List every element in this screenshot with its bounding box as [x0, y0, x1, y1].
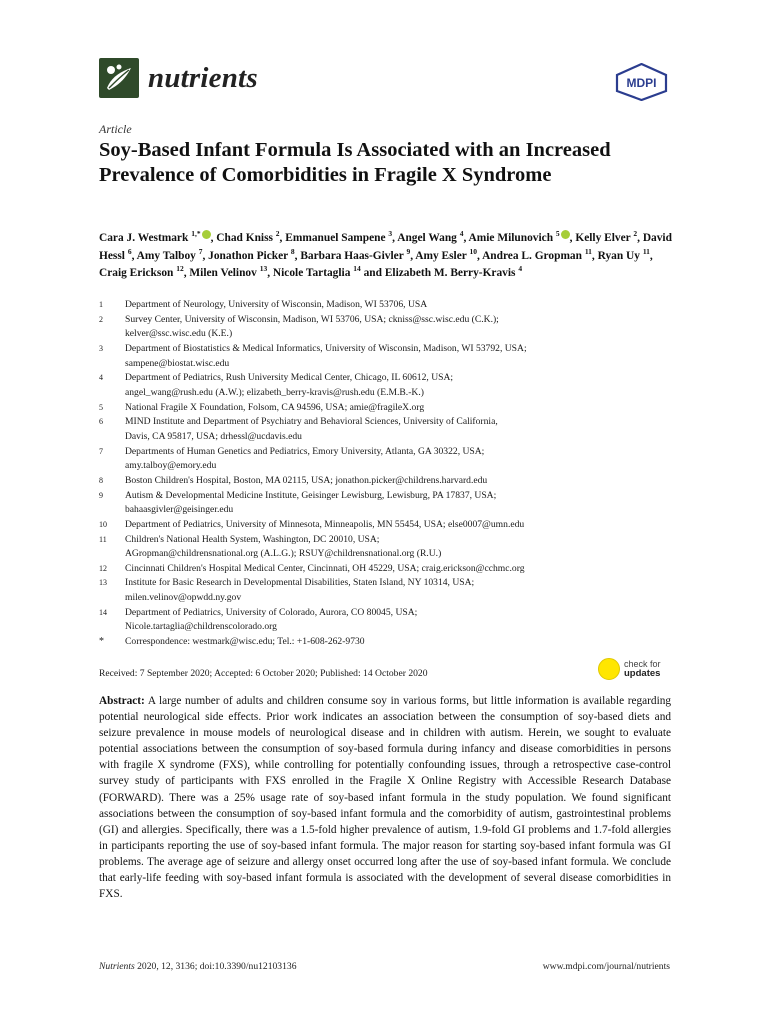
author-affiliation-number: 2: [275, 229, 280, 239]
author-name: Emmanuel Sampene: [285, 232, 386, 244]
affiliation-text: Boston Children's Hospital, Boston, MA 02115, USA; jonathon.picker@childrens.harvard.edu: [125, 474, 488, 486]
affiliation-text: sampene@biostat.wisc.edu: [125, 357, 230, 369]
affiliation-text: Department of Neurology, University of Wisconsin, Madison, WI 53706, USA: [125, 299, 428, 310]
author: [300, 246, 411, 262]
author: [384, 264, 523, 279]
author: [99, 264, 184, 279]
affiliation-number: 1: [99, 300, 103, 309]
affiliation-number: [99, 430, 125, 445]
affiliation-line: [99, 371, 679, 386]
affiliation-number: 9: [99, 490, 103, 500]
author: [397, 229, 464, 244]
author-name: Cara J. Westmark: [99, 232, 189, 244]
affiliation-number: [99, 459, 125, 474]
affiliation-text: Autism & Developmental Medicine Institute, Geisinger Lewisburg, Lewisburg, PA 17837, USA;: [125, 489, 497, 501]
author-name: Kelly Elver: [575, 232, 631, 244]
affiliation-text: Children's National Health System, Washington, DC 20010, USA;: [125, 533, 380, 545]
author-affiliation-number: 7: [198, 246, 203, 256]
affiliation-line: [99, 313, 679, 328]
footer-url[interactable]: www.mdpi.com/journal/nutrients: [542, 961, 670, 972]
article-type: Article: [99, 122, 132, 136]
author-name: Amy Talboy: [136, 249, 196, 262]
author-affiliation-number: 1,*: [191, 229, 201, 239]
author-affiliation-number: 10: [469, 246, 477, 256]
author-affiliation-number: 11: [584, 246, 592, 256]
author-affiliation-number: 5: [555, 229, 560, 239]
affiliation-number: 14: [99, 607, 107, 617]
author-list: Cara J. Westmark $^{1,*}$ , Chad Kniss $^2$, Emmanuel Sampene $^3$, Angel Wang $^4$, Amie Milunovich $^5$ , Kelly Elver $^2$, David Hessl $^6$, Amy Talboy $^7$, Jonathon Picker $^8$, Barbara Haas-Givler $^9$, Amy Esler $^{10}$, Andrea L. Gropman $^{11}$, Ryan Uy $^{11}$, Craig Erickson $^{12}$, Milen Velinov $^{13}$, Nicole Tartaglia $^{14}$ and Elizabeth M. Berry-Kravis $^4$: [99, 229, 672, 279]
affiliation-line: [99, 533, 679, 548]
affiliation-text: Department of Pediatrics, University of Minnesota, Minneapolis, MN 55454, USA; else0007@umn.edu: [125, 518, 525, 530]
author: [482, 246, 592, 262]
footer-journal: Nutrients: [99, 961, 135, 972]
abstract-label: Abstract:: [99, 695, 145, 707]
affiliation-number: 4: [99, 373, 103, 383]
author: [285, 229, 393, 244]
author: [597, 246, 650, 262]
affiliation-text: National Fragile X Foundation, Folsom, CA 94596, USA; amie@fragileX.org: [125, 401, 425, 413]
affiliation-number: [99, 503, 125, 518]
author-name: Jonathon Picker: [208, 249, 289, 262]
abstract: [99, 693, 671, 902]
affiliation-line: [99, 401, 679, 416]
affiliation-number: 2: [99, 314, 103, 324]
affiliation-number: 11: [99, 534, 107, 544]
author-name: Elizabeth M. Berry-Kravis: [384, 267, 516, 279]
author-name: Amy Esler: [415, 249, 467, 262]
author-affiliation-number: 11: [642, 246, 650, 256]
author-name: Ryan Uy: [597, 249, 640, 262]
author-affiliation-number: 12: [176, 264, 184, 274]
affiliation-text: Institute for Basic Research in Developmental Disabilities, Staten Island, NY 10314, USA;: [125, 577, 475, 589]
affiliation-text: Department of Pediatrics, University of Colorado, Aurora, CO 80045, USA;: [125, 606, 418, 618]
author-affiliation-number: 4: [459, 229, 464, 239]
affiliation-text: Cincinnati Children's Hospital Medical Center, Cincinnati, OH 45229, USA; craig.erickson@cchmc.org: [125, 562, 525, 574]
affiliation-line: [99, 415, 679, 430]
author-name: Milen Velinov: [189, 267, 257, 279]
affiliation-line: [99, 620, 679, 635]
affiliation-number: [99, 547, 125, 562]
check-updates-icon: [598, 658, 620, 680]
affiliation-line: [99, 547, 679, 562]
author: [208, 246, 295, 262]
affiliation-text: Survey Center, University of Wisconsin, Madison, WI 53706, USA; ckniss@ssc.wisc.edu (C.K.);: [125, 313, 499, 325]
author: [272, 264, 361, 279]
journal-name: nutrients: [148, 62, 258, 94]
author-affiliation-number: 6: [127, 246, 132, 256]
author-affiliation-number: 13: [259, 264, 268, 274]
affiliation-line: [99, 386, 679, 401]
author-name: Barbara Haas-Givler: [300, 249, 404, 262]
author: [99, 229, 211, 244]
check-updates-line2: updates: [624, 668, 661, 679]
author: [575, 229, 638, 244]
affiliation-line: [99, 518, 679, 533]
affiliation-text: Davis, CA 95817, USA; drhessl@ucdavis.edu: [125, 430, 302, 442]
affiliation-text: AGropman@childrensnational.org (A.L.G.); RSUY@childrensnational.org (R.U.): [125, 548, 442, 560]
received-dates: Received: 7 September 2020; Accepted: 6 October 2020; Published: 14 October 2020: [99, 668, 428, 679]
author-affiliation-number: 2: [633, 229, 638, 239]
affiliation-text: Departments of Human Genetics and Pediatrics, Emory University, Atlanta, GA 30322, USA;: [125, 445, 485, 457]
affiliations: [99, 298, 679, 650]
affiliation-text: milen.velinov@opwdd.ny.gov: [125, 592, 242, 604]
footer-citation-text: 2020, 12, 3136; doi:10.3390/nu12103136: [137, 961, 297, 972]
affiliation-line: [99, 298, 679, 313]
affiliation-line: [99, 576, 679, 591]
affiliation-text: MIND Institute and Department of Psychiatry and Behavioral Sciences, University of California,: [125, 416, 498, 428]
affiliation-line: [99, 459, 679, 474]
footer-citation: [99, 961, 297, 972]
author: [415, 246, 477, 262]
affiliation-line: [99, 357, 679, 372]
author-name: David Hessl: [99, 232, 672, 262]
author-name: Nicole Tartaglia: [272, 267, 351, 279]
affiliation-text: Department of Pediatrics, Rush University Medical Center, Chicago, IL 60612, USA;: [125, 372, 454, 384]
check-updates-line1: check for: [624, 659, 661, 669]
affiliation-line: [99, 474, 679, 489]
orcid-icon[interactable]: [202, 230, 211, 239]
affiliation-number: 7: [99, 446, 103, 456]
affiliation-line: [99, 606, 679, 621]
author-affiliation-number: 3: [388, 229, 393, 239]
affiliation-number: [99, 620, 125, 635]
author-name: Andrea L. Gropman: [482, 249, 582, 262]
mdpi-logo-text: MDPI: [626, 76, 657, 90]
affiliation-text: Correspondence: westmark@wisc.edu; Tel.: +1-608-262-9730: [125, 636, 365, 648]
affiliation-text: Nicole.tartaglia@childrenscolorado.org: [125, 621, 277, 633]
author: [216, 229, 280, 244]
affiliation-number: [99, 327, 125, 342]
affiliation-text: Department of Biostatistics & Medical Informatics, University of Wisconsin, Madison, WI 53792, USA;: [125, 342, 527, 354]
affiliation-number: [99, 591, 125, 606]
affiliation-line: [99, 327, 679, 342]
author-affiliation-number: 9: [406, 246, 411, 256]
affiliation-number: 3: [99, 343, 103, 353]
affiliation-number: *: [99, 636, 104, 648]
affiliation-text: kelver@ssc.wisc.edu (K.E.): [125, 328, 233, 340]
affiliation-number: 10: [99, 519, 107, 529]
author: [136, 246, 203, 262]
author-affiliation-number: 14: [353, 264, 361, 274]
mdpi-logo: [614, 63, 669, 101]
author-name: Craig Erickson: [99, 267, 174, 279]
affiliation-line: [99, 635, 679, 650]
author-affiliation-number: 4: [518, 264, 523, 274]
affiliation-line: [99, 445, 679, 460]
check-for-updates-badge[interactable]: [598, 657, 678, 683]
article-title: Soy-Based Infant Formula Is Associated with an Increased Prevalence of Comorbidities in Fragile X Syndrome: [99, 139, 611, 186]
affiliation-line: [99, 503, 679, 518]
affiliation-text: bahaasgivler@geisinger.edu: [125, 504, 234, 516]
affiliation-number: 13: [99, 578, 107, 588]
affiliation-number: 12: [99, 563, 107, 573]
affiliation-number: [99, 386, 125, 401]
orcid-icon[interactable]: [561, 230, 570, 239]
author-name: Amie Milunovich: [468, 232, 554, 244]
affiliation-text: amy.talboy@emory.edu: [125, 460, 217, 472]
affiliation-line: [99, 430, 679, 445]
abstract-text: A large number of adults and children consume soy in various forms, but little information is available regarding potential neurological side effects. Prior work indicates an association between the consumption of soy-based diets and seizure prevalence in mouse models of neurological disease and in children with autism. Herein, we sought to evaluate potential associations between the consumption of soy-based formula during infancy and disease comorbidities in persons with fragile X syndrome (FXS), while controlling for potentially confounding issues, through a retrospective case-control survey study of participants with FXS enrolled in the Fragile X Online Registry with Accessible Research Database (FORWARD). There was a 25% usage rate of soy-based infant formula in the study population. We found significant associations between the consumption of soy-based infant formula and the comorbidity of autism, gastrointestinal problems (GI) and allergies. Specifically, there was a 1.5-fold higher prevalence of autism, 1.9-fold GI problems and 1.7-fold allergies in participants reporting the use of soy-based infant formula. The major reason for starting soy-based infant formula was GI problems. The average age of seizure and allergy onset occurred long after the use of soy-based infant formula. We conclude that early-life feeding with soy-based infant formula is associated with the development of several disease comorbidities in FXS.: [99, 695, 672, 901]
journal-logo: [99, 58, 139, 98]
affiliation-number: 8: [99, 475, 103, 485]
affiliation-number: 6: [99, 417, 103, 427]
affiliation-line: [99, 591, 679, 606]
author-affiliation-number: 8: [290, 246, 295, 256]
affiliation-line: [99, 562, 679, 577]
author: [468, 229, 570, 244]
affiliation-number: 5: [99, 402, 103, 412]
author-name: Angel Wang: [397, 232, 457, 244]
affiliation-number: [99, 357, 125, 372]
affiliation-line: [99, 342, 679, 357]
affiliation-text: angel_wang@rush.edu (A.W.); elizabeth_berry-kravis@rush.edu (E.M.B.-K.): [125, 386, 424, 398]
author-name: Chad Kniss: [216, 232, 273, 244]
author: [189, 264, 268, 279]
affiliation-line: [99, 489, 679, 504]
